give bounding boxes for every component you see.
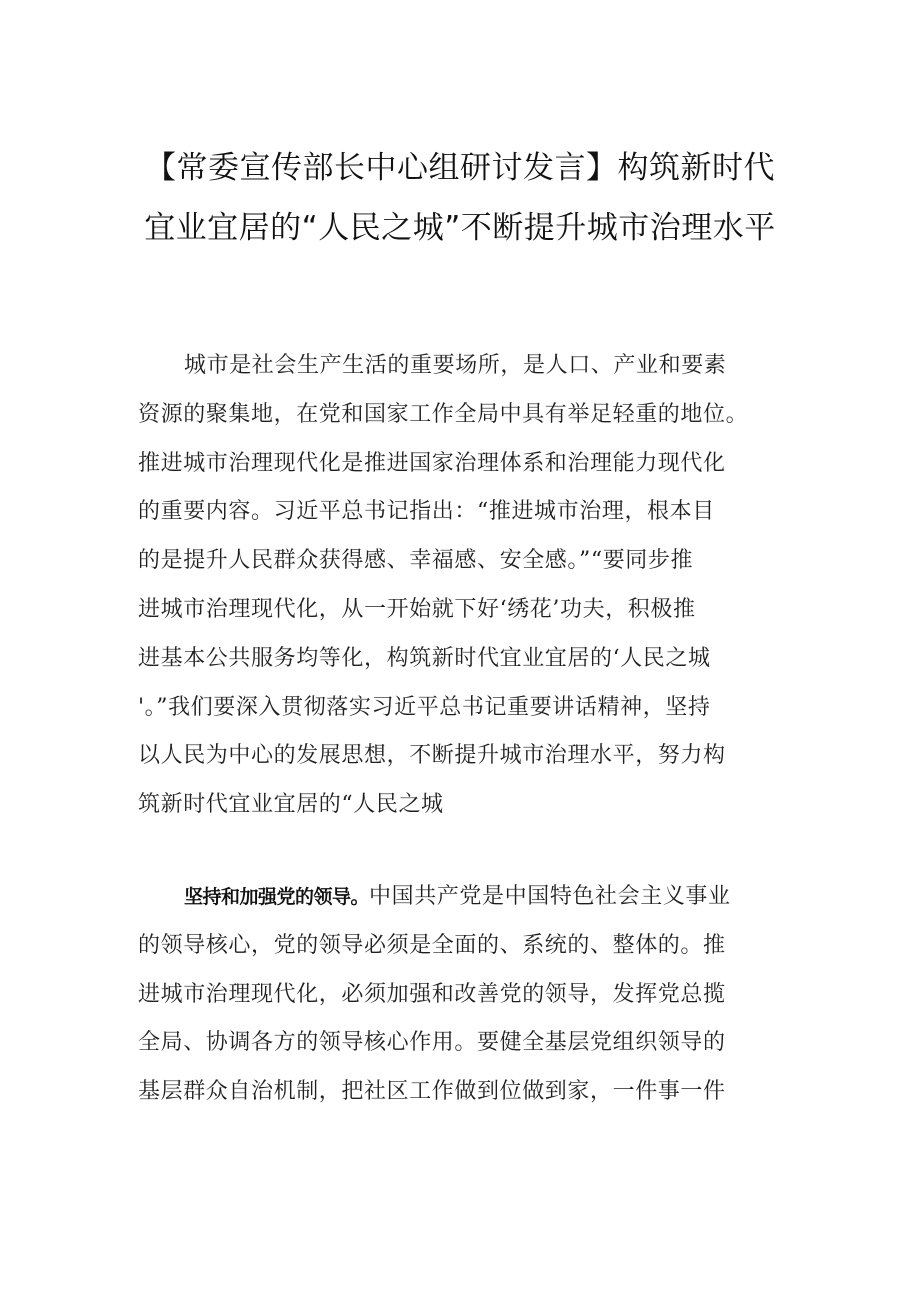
paragraph-line: 基层群众自治机制，把社区工作做到位做到家，一件事一件 <box>138 1079 726 1105</box>
paragraph-line <box>138 873 788 922</box>
paragraph-line: 筑新时代宜业宜居的“人民之城 <box>138 792 444 818</box>
section-lead-heading: 坚持和加强党的领导。 <box>184 886 370 908</box>
paragraph-intro <box>138 342 788 830</box>
paragraph-line: 的领导核心，党的领导必须是全面的、系统的、整体的。推 <box>138 932 726 958</box>
paragraph-party-leadership <box>138 873 788 1117</box>
document-title <box>120 138 800 258</box>
paragraph-line: 推进城市治理现代化是推进国家治理体系和治理能力现代化 <box>138 450 726 476</box>
paragraph-line: 以人民为中心的发展思想，不断提升城市治理水平，努力构 <box>138 743 726 769</box>
paragraph-line: 的重要内容。习近平总书记指出：“推进城市治理，根本目 <box>138 499 715 525</box>
title-line-2: 宜业宜居的“人民之城”不断提升城市治理水平 <box>144 210 776 246</box>
paragraph-line: '。”我们要深入贯彻落实习近平总书记重要讲话精神，坚持 <box>138 694 711 720</box>
paragraph-line: 的是提升人民群众获得感、幸福感、安全感。”“要同步推 <box>138 548 694 574</box>
paragraph-line: 全局、协调各方的领导核心作用。要健全基层党组织领导的 <box>138 1030 726 1056</box>
paragraph-line-rest: 中国共产党是中国特色社会主义事业 <box>369 884 731 909</box>
title-line-1: 【常委宣传部长中心组研讨发言】构筑新时代 <box>145 150 775 186</box>
paragraph-line: 进基本公共服务均等化，构筑新时代宜业宜居的‘人民之城 <box>138 645 711 671</box>
paragraph-line: 资源的聚集地，在党和国家工作全局中具有举足轻重的地位。 <box>138 401 749 427</box>
paragraph-line: 进城市治理现代化，从一开始就下好‘绣花’功夫，积极推 <box>138 596 696 622</box>
paragraph-line: 城市是社会生产生活的重要场所，是人口、产业和要素 <box>184 353 727 378</box>
paragraph-line: 进城市治理现代化，必须加强和改善党的领导，发挥党总揽 <box>138 981 726 1007</box>
